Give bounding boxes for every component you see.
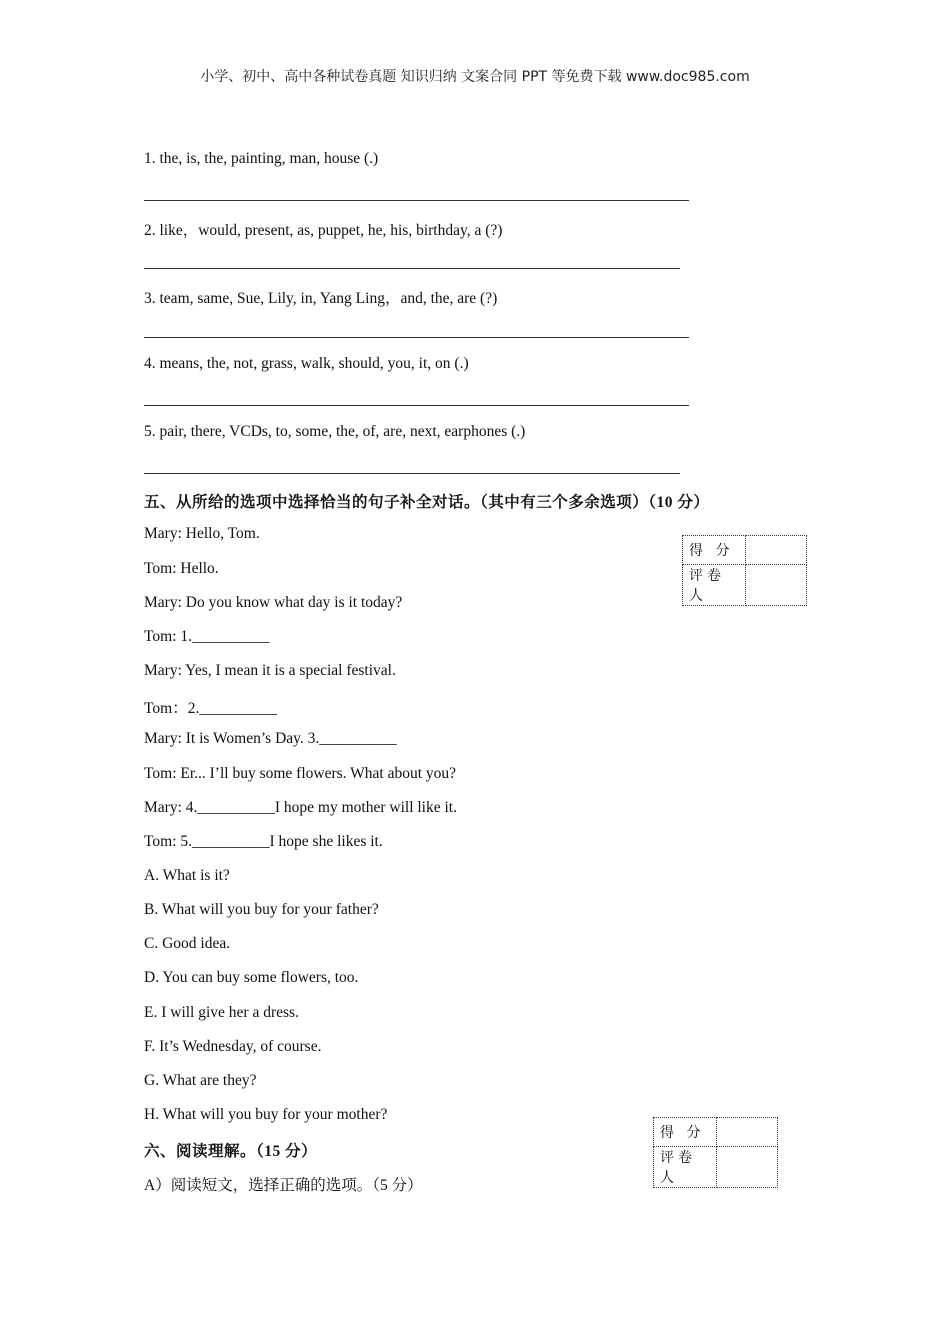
score-label: 得 分 [654, 1118, 717, 1147]
answer-line [144, 268, 680, 269]
score-box [682, 535, 807, 606]
dialogue-line: Mary: Do you know what day is it today? [144, 594, 403, 611]
dialogue-line: Tom: 5.__________I hope she likes it. [144, 833, 383, 850]
question-item: 5. pair, there, VCDs, to, some, the, of, are, next, earphones (.) [144, 423, 526, 440]
dialogue-line: Tom: 1.__________ [144, 628, 270, 645]
option-item: F. It’s Wednesday, of course. [144, 1038, 322, 1055]
score-label: 得 分 [683, 536, 746, 565]
page-header: 小学、初中、高中各种试卷真题 知识归纳 文案合同 PPT 等免费下载 www.doc985.com [200, 69, 750, 85]
question-item: 3. team, same, Sue, Lily, in, Yang Ling，and, the, are (?) [144, 290, 498, 307]
score-value-cell[interactable] [717, 1118, 778, 1147]
option-item: D. You can buy some flowers, too. [144, 969, 359, 986]
subsection-title: A）阅读短文，选择正确的选项。（5 分） [144, 1177, 423, 1194]
question-item: 4. means, the, not, grass, walk, should, you, it, on (.) [144, 355, 469, 372]
grader-label: 评卷人 [683, 565, 746, 606]
dialogue-line: Mary: Yes, I mean it is a special festival. [144, 662, 396, 679]
option-item: E. I will give her a dress. [144, 1004, 299, 1021]
section-title: 六、阅读理解。（15 分） [144, 1143, 318, 1160]
option-item: A. What is it? [144, 867, 230, 884]
score-value-cell[interactable] [746, 536, 807, 565]
section-title: 五、从所给的选项中选择恰当的句子补全对话。（其中有三个多余选项）（10 分） [144, 494, 710, 511]
question-item: 2. like，would, present, as, puppet, he, his, birthday, a (?) [144, 222, 503, 239]
dialogue-line: Mary: 4.__________I hope my mother will like it. [144, 799, 457, 816]
grader-label: 评卷人 [654, 1147, 717, 1188]
dialogue-line: Mary: Hello, Tom. [144, 525, 260, 542]
option-item: C. Good idea. [144, 935, 231, 952]
score-box [653, 1117, 778, 1188]
option-item: H. What will you buy for your mother? [144, 1106, 388, 1123]
answer-line [144, 473, 680, 474]
answer-line [144, 200, 689, 201]
option-item: G. What are they? [144, 1072, 257, 1089]
dialogue-line: Tom: Hello. [144, 560, 219, 577]
dialogue-line: Mary: It is Women’s Day. 3.__________ [144, 730, 397, 747]
question-item: 1. the, is, the, painting, man, house (.) [144, 150, 379, 167]
answer-line [144, 405, 689, 406]
grader-value-cell[interactable] [717, 1147, 778, 1188]
option-item: B. What will you buy for your father? [144, 901, 379, 918]
grader-value-cell[interactable] [746, 565, 807, 606]
dialogue-line: Tom: Er... I’ll buy some flowers. What about you? [144, 765, 457, 782]
dialogue-line: Tom：2.__________ [144, 700, 277, 717]
answer-line [144, 337, 689, 338]
